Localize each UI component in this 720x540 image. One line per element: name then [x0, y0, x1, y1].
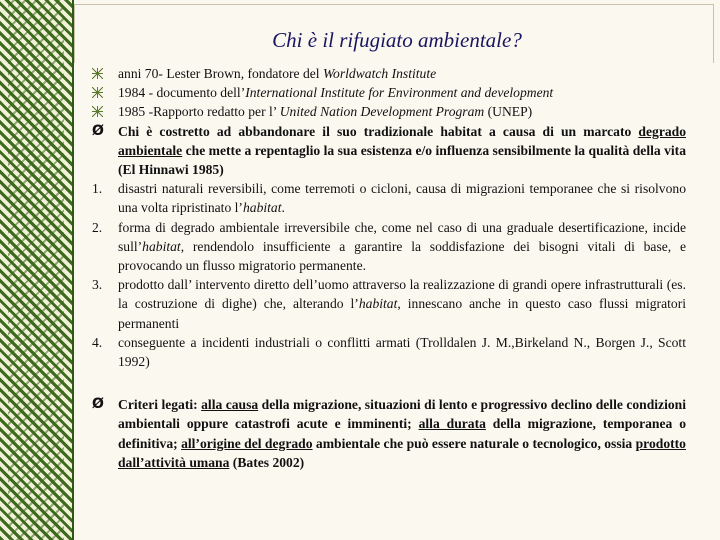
text-span: .: [281, 200, 285, 216]
text-span: prodotto dall’ intervento diretto dell’uomo attraverso la realizzazione di grandi opere infrastrutturali (es. la costruzione di dighe) che, alterando l’: [118, 277, 686, 312]
text-span: (UNEP): [484, 104, 533, 120]
underlined-text: degrado ambientale: [118, 123, 686, 158]
item-text: [118, 335, 686, 369]
list-item: [88, 64, 686, 83]
decorative-border: [0, 0, 74, 540]
item-text: [118, 124, 686, 177]
arrow-bullet-icon: Ø: [92, 396, 104, 413]
underlined-text: prodotto dall’attività umana: [118, 435, 686, 470]
item-text: [118, 85, 553, 100]
text-span: della migrazione, situazioni di lento e progressivo declino delle condizioni ambientali oppure catastrofi acute e imminenti;: [118, 397, 686, 432]
item-text: [118, 397, 686, 470]
star-bullet-icon: [92, 102, 114, 122]
list-item: [88, 102, 686, 121]
list-item: [88, 179, 686, 217]
list-item: [88, 275, 686, 333]
content-list: [88, 64, 686, 472]
list-item: [88, 122, 686, 180]
item-text: [118, 277, 686, 330]
list-item: [88, 333, 686, 371]
list-number: 1.: [92, 181, 103, 197]
italic-text: International Institute for Environment and development: [245, 85, 554, 101]
underlined-text: alla causa: [201, 397, 259, 413]
list-number: 2.: [92, 219, 103, 235]
item-text: [118, 104, 532, 119]
text-span: che mette a repentaglio la sua esistenza e/o influenza sensibilmente la qualità della vita (El Hinnawi 1985): [118, 142, 686, 178]
star-bullet-icon: [92, 64, 114, 84]
list-item: [88, 395, 686, 472]
italic-text: habitat: [242, 200, 282, 216]
spacer: [88, 371, 686, 395]
arrow-bullet-icon: Ø: [92, 122, 104, 139]
text-span: disastri naturali reversibili, come terremoti o cicloni, causa di migrazioni temporanee che si risolvono una volta ripristinato l’: [118, 181, 686, 216]
italic-text: habitat: [358, 296, 398, 312]
item-text: [118, 66, 436, 81]
italic-text: United Nation Development Program: [279, 104, 485, 120]
list-item: [88, 83, 686, 102]
list-number: 4.: [92, 334, 103, 350]
item-text: [118, 181, 686, 215]
star-bullet-icon: [92, 83, 114, 103]
page-title: Chi è il rifugiato ambientale?: [272, 28, 522, 52]
text-span: 1984 - documento dell’: [118, 85, 246, 101]
text-span: della migrazione, temporanea o definitiva;: [118, 416, 686, 451]
list-number: 3.: [92, 277, 103, 293]
text-span: , rendendolo insufficiente a garantire la soddisfazione dei bisogni vitali di base, e provocando un flusso migratorio permanente.: [118, 238, 686, 274]
item-text: [118, 220, 686, 273]
list-item: [88, 218, 686, 276]
text-span: anni 70- Lester Brown, fondatore del: [118, 66, 323, 81]
text-span: Criteri legati:: [118, 397, 202, 413]
italic-text: habitat: [142, 238, 181, 254]
underlined-text: all’origine del degrado: [181, 435, 313, 451]
italic-text: Worldwatch Institute: [322, 66, 437, 81]
text-span: forma di degrado ambientale irreversibile che, come nel caso di una graduale desertificazione, incide sull’: [118, 219, 686, 254]
text-span: ambientale che può essere naturale o tecnologico, ossia: [312, 435, 636, 451]
text-span: 1985 -Rapporto redatto per l’: [118, 104, 280, 120]
underlined-text: alla durata: [418, 416, 486, 432]
text-span: , innescano anche in questo caso flussi migratori permanenti: [118, 296, 686, 331]
text-span: Chi è costretto ad abbandonare il suo tradizionale habitat a causa di un marcato: [118, 123, 639, 139]
text-span: (Bates 2002): [229, 454, 305, 470]
text-span: conseguente a incidenti industriali o conflitti armati (Trolldalen J. M.,Birkeland N., Borgen J., Scott 1992): [118, 334, 686, 370]
